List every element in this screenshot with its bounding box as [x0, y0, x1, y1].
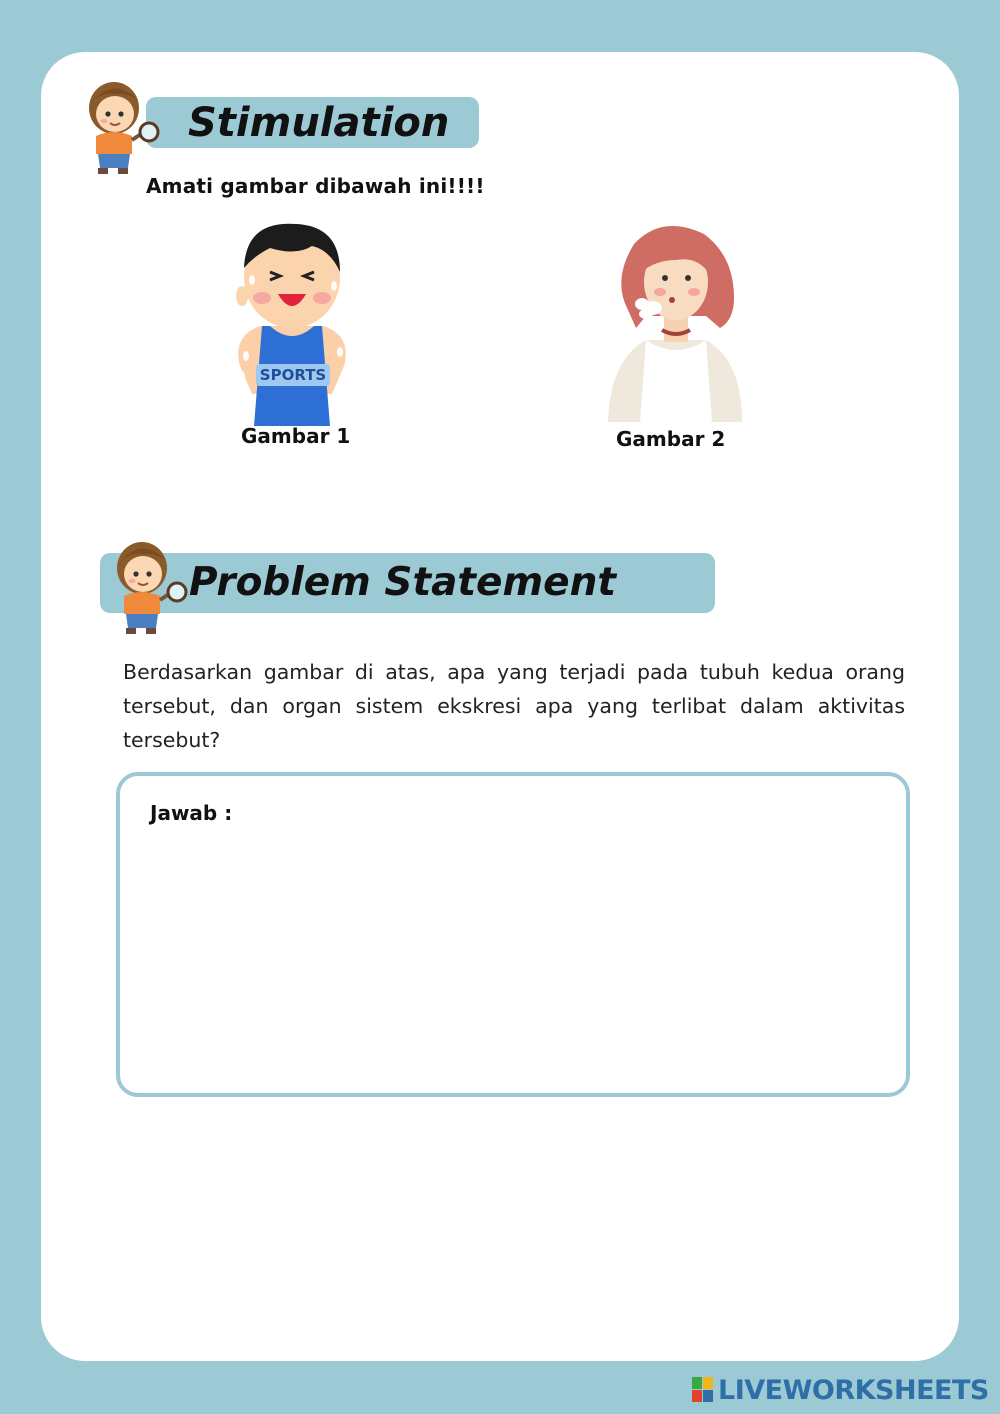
instruction-text: Amati gambar dibawah ini!!!! [146, 174, 485, 198]
woman-exhaling-icon [606, 220, 746, 422]
answer-input[interactable] [148, 838, 878, 1072]
liveworksheets-logo-icon [692, 1377, 714, 1403]
brand-name: LIVEWORKSHEETS [718, 1374, 989, 1406]
answer-label: Jawab : [150, 801, 233, 825]
problem-question: Berdasarkan gambar di atas, apa yang terjadi pada tubuh kedua orang tersebut, dan organ sistem ekskresi apa yang terlibat dalam aktivitas tersebut? [123, 660, 905, 752]
figure-1-caption: Gambar 1 [241, 424, 351, 448]
liveworksheets-brand[interactable] [692, 1373, 989, 1407]
jersey-text: SPORTS [259, 366, 327, 384]
answer-box [116, 772, 910, 1097]
stimulation-title: Stimulation [188, 100, 450, 146]
detective-boy-mascot-icon [74, 70, 164, 178]
problem-title: Problem Statement [189, 560, 617, 605]
figure-2-caption: Gambar 2 [616, 427, 726, 451]
sweating-athlete-icon [212, 216, 372, 426]
detective-boy-mascot-icon [102, 530, 192, 638]
